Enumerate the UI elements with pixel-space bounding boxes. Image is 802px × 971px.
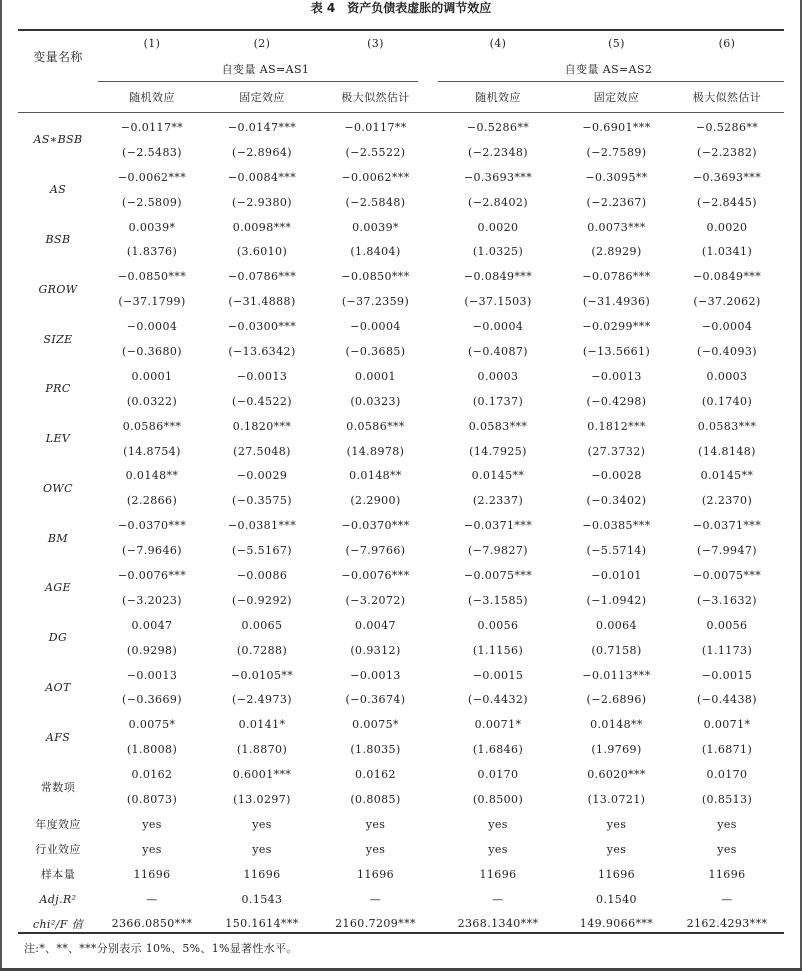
tstat-cell: (−13.5661) [582,344,651,358]
coef-row [18,613,784,638]
tstat-cell: (−37.2062) [693,295,761,309]
tstat-row [18,588,784,613]
summary-cell: 11696 [357,867,394,881]
tstat-cell: (1.1173) [701,643,753,657]
tstat-cell: (−37.2359) [341,295,410,309]
tstat-cell: (2.2337) [472,494,524,508]
group-label-as2: 自变量 AS=AS2 [564,62,653,76]
method-label: 随机效应 [475,90,521,104]
summary-cell: — [369,892,382,906]
tstat-cell: (0.8073) [126,792,178,806]
summary-cell: 150.1614*** [225,917,299,931]
summary-cell: — [492,892,504,906]
tstat-cell: (−31.4888) [228,295,296,309]
tstat-cell: (−3.1632) [697,593,757,607]
coef-cell: −0.0075*** [692,568,762,582]
coef-cell: 0.0075* [128,718,176,732]
variable-name: AFS [45,730,71,744]
coef-cell: 0.0047 [355,618,396,632]
coef-cell: −0.0849*** [692,270,762,284]
coef-cell: −0.0786*** [582,270,651,284]
tstat-cell: (−2.5809) [122,195,182,209]
coef-row [18,712,784,737]
tstat-row [18,389,784,414]
tstat-cell: (−5.5714) [586,544,647,558]
tstat-row [18,190,784,215]
tstat-cell: (−0.3575) [232,494,292,508]
coef-row [18,414,784,439]
tstat-cell: (−37.1503) [464,295,532,309]
tstat-cell: (3.6010) [236,245,288,259]
variable-name: PRC [45,382,71,396]
summary-cell: 11696 [243,867,281,881]
summary-cell: 0.1540 [596,892,637,906]
table-note: 注:*、**、***分别表示 10%、5%、1%显著性水平。 [24,942,298,955]
coef-cell: −0.0381*** [227,519,297,533]
coef-row [18,663,784,688]
summary-cell: — [146,892,158,906]
coef-cell: −0.0062*** [341,170,410,184]
corner-label: 变量名称 [33,49,83,64]
coef-cell: −0.0086 [236,568,288,582]
coef-cell: −0.0117** [120,120,184,134]
coef-cell: 0.0583*** [468,419,528,433]
coef-cell: −0.0015 [701,668,753,682]
summary-label: Adj.R² [39,892,77,906]
coef-cell: −0.3693*** [463,170,533,184]
tstat-cell: (−2.8964) [232,145,292,159]
coef-cell: −0.0004 [472,320,524,334]
coef-row [18,762,784,787]
tstat-cell: (−5.5167) [232,544,292,558]
coef-cell: −0.5286** [466,120,530,134]
coef-cell: −0.0147*** [227,120,297,134]
coef-row [18,563,784,588]
tstat-cell: (−2.2367) [586,195,647,209]
variable-name: GROW [38,282,78,296]
coef-cell: 0.0071* [474,718,522,732]
coef-cell: −0.0013 [591,369,642,383]
coef-cell: −0.0370*** [341,519,410,533]
tstat-cell: (0.8513) [701,792,753,806]
summary-cell: yes [606,817,627,831]
coef-cell: 0.0145** [700,469,754,483]
tstat-row [18,638,784,663]
coef-cell: 0.0001 [355,369,396,383]
coef-cell: 0.0003 [706,369,748,383]
tstat-cell: (2.8929) [591,245,642,259]
coef-row [18,215,784,240]
coef-cell: −0.0113*** [582,668,651,682]
tstat-cell: (−0.3402) [586,494,647,508]
variable-name: 常数项 [40,781,76,795]
coef-cell: −0.0004 [350,320,401,334]
coef-row [18,463,784,488]
col-number: (3) [367,37,384,50]
coef-cell: −0.0117** [344,120,407,134]
coef-cell: −0.3095** [585,170,648,184]
summary-cell: yes [365,842,386,856]
coef-cell: −0.0028 [591,469,642,483]
col-number: (1) [143,37,161,50]
tstat-cell: (−0.4087) [468,344,528,358]
coef-cell: −0.0076*** [341,568,410,582]
tstat-row [18,289,784,314]
tstat-cell: (−37.1799) [118,295,186,309]
method-label: 极大似然估计 [692,90,762,104]
summary-cell: 2160.7209*** [335,917,416,931]
coef-cell: −0.0850*** [117,270,187,284]
tstat-cell: (−2.5483) [122,145,182,159]
coef-row [18,364,784,389]
coef-cell: 0.0170 [706,768,748,782]
tstat-cell: (1.8376) [126,245,178,259]
variable-name: LEV [45,432,71,446]
summary-row [18,912,784,937]
variable-name: DG [48,631,68,645]
tstat-cell: (14.7925) [469,444,527,458]
coef-cell: 0.0583*** [697,419,757,433]
coef-cell: −0.0300*** [227,320,297,334]
coef-cell: 0.0148** [349,469,402,483]
tstat-cell: (−2.6896) [586,693,647,707]
tstat-cell: (−3.1585) [468,593,528,607]
tstat-row [18,140,784,165]
coef-row [18,314,784,339]
coef-cell: 0.0075* [352,718,399,732]
tstat-cell: (2.2370) [701,494,753,508]
coef-cell: 0.0162 [131,768,173,782]
tstat-cell: (0.1740) [701,394,753,408]
summary-cell: 0.1543 [241,892,283,906]
regression-table [18,31,784,936]
tstat-row [18,787,784,812]
tstat-cell: (14.8754) [123,444,181,458]
tstat-cell: (−2.8445) [697,195,757,209]
coef-cell: 0.0056 [706,618,748,632]
coef-cell: 0.0064 [596,618,637,632]
table-footer [18,812,784,936]
summary-cell: yes [717,842,737,856]
variable-name: AS∗BSB [33,133,83,147]
coef-cell: 0.0001 [131,369,173,383]
coef-cell: −0.0385*** [582,519,651,533]
tstat-cell: (1.6871) [701,743,753,757]
coef-cell: −0.0076*** [117,568,187,582]
coef-cell: −0.0850*** [341,270,410,284]
summary-label: 样本量 [40,868,76,882]
tstat-cell: (1.8870) [236,743,288,757]
coef-cell: 0.0003 [477,369,519,383]
tstat-row [18,687,784,712]
tstat-cell: (−7.9827) [468,544,528,558]
tstat-cell: (−0.3674) [345,693,406,707]
coef-cell: −0.0015 [472,668,524,682]
col-number: (5) [608,37,625,50]
tstat-cell: (0.1737) [472,394,524,408]
coef-cell: 0.0141* [238,718,286,732]
tstat-cell: (−7.9947) [697,544,757,558]
table-body [18,115,784,812]
tstat-cell: (27.5048) [233,444,291,458]
method-label: 固定效应 [239,90,285,104]
coef-cell: 0.0098*** [232,220,292,234]
method-label: 随机效应 [129,90,175,104]
summary-cell: yes [142,842,162,856]
summary-cell: 11696 [708,867,746,881]
summary-label: 行业效应 [35,843,81,857]
coef-cell: 0.0039* [352,220,399,234]
tstat-cell: (0.8500) [472,792,524,806]
tstat-cell: (1.6846) [472,743,524,757]
coef-cell: −0.6901*** [582,120,651,134]
coef-cell: 0.0148** [590,718,643,732]
summary-cell: yes [488,842,508,856]
tstat-cell: (−7.9646) [122,544,182,558]
variable-name: AOT [45,680,71,694]
summary-cell: yes [717,817,737,831]
tstat-cell: (1.8404) [350,245,401,259]
summary-cell: 2366.0850*** [111,917,193,931]
summary-cell: yes [252,817,272,831]
coef-cell: −0.5286** [695,120,759,134]
tstat-cell: (1.8035) [350,743,401,757]
tstat-cell: (−13.6342) [228,344,296,358]
tstat-cell: (0.9312) [350,643,401,657]
tstat-cell: (1.0341) [701,245,753,259]
coef-cell: 0.0586*** [346,419,405,433]
tstat-cell: (0.0323) [350,394,401,408]
tstat-cell: (−0.4522) [232,394,292,408]
variable-name: AS [49,183,67,197]
tstat-cell: (−0.3685) [345,344,406,358]
coef-cell: 0.0047 [131,618,173,632]
col-number: (2) [253,37,271,50]
summary-cell: yes [142,817,162,831]
tstat-cell: (0.8085) [350,792,401,806]
summary-row [18,887,784,912]
tstat-cell: (1.0325) [472,245,524,259]
summary-cell: 11696 [598,867,635,881]
tstat-cell: (0.0322) [126,394,178,408]
summary-cell: 2368.1340*** [457,917,539,931]
summary-row [18,812,784,837]
tstat-cell: (0.9298) [126,643,178,657]
coef-cell: 0.0056 [477,618,519,632]
coef-cell: −0.0084*** [227,170,297,184]
tstat-cell: (−2.2382) [697,145,757,159]
tstat-cell: (2.2900) [350,494,401,508]
tstat-cell: (13.0721) [587,792,646,806]
tstat-cell: (−2.8402) [468,195,528,209]
coef-cell: 0.0073*** [587,220,646,234]
summary-label: chi²/F 值 [32,917,84,931]
coef-cell: −0.0004 [701,320,753,334]
summary-cell: 11696 [133,867,171,881]
coef-cell: 0.0162 [355,768,396,782]
variable-name: AGE [45,581,71,595]
tstat-cell: (−3.2072) [345,593,406,607]
tstat-cell: (14.8148) [698,444,756,458]
coef-row [18,264,784,289]
coef-cell: −0.0004 [126,320,178,334]
summary-cell: — [721,892,733,906]
coef-cell: −0.0013 [126,668,178,682]
summary-cell: 11696 [479,867,517,881]
tstat-cell: (1.1156) [472,643,524,657]
coef-cell: 0.0020 [706,220,748,234]
group-label-as1: 自变量 AS=AS1 [221,62,310,76]
coef-cell: 0.1812*** [587,419,646,433]
tstat-cell: (−3.2023) [122,593,182,607]
tstat-cell: (−0.4438) [697,693,757,707]
tstat-cell: (1.9769) [591,743,642,757]
coef-cell: 0.0039* [128,220,176,234]
coef-cell: 0.0148** [125,469,179,483]
coef-cell: 0.0170 [477,768,519,782]
tstat-cell: (2.2866) [126,494,178,508]
coef-cell: 0.0020 [477,220,519,234]
variable-name: BM [47,531,69,545]
tstat-cell: (−31.4936) [582,295,651,309]
coef-cell: −0.0013 [350,668,401,682]
table-title: 表 4 资产负债表虚胀的调节效应 [310,1,492,15]
tstat-cell: (−2.9380) [232,195,292,209]
corner-spacer [18,81,98,112]
tstat-cell: (−2.5522) [345,145,406,159]
summary-cell: 2162.4293*** [686,917,768,931]
coef-cell: 0.0586*** [122,419,182,433]
tstat-row [18,339,784,364]
tstat-cell: (−1.0942) [586,593,647,607]
coef-cell: −0.0062*** [117,170,187,184]
coef-row [18,165,784,190]
coef-cell: −0.0849*** [463,270,533,284]
coef-cell: 0.1820*** [232,419,292,433]
summary-cell: 149.9066*** [579,917,654,931]
tstat-cell: (−0.4298) [586,394,647,408]
tstat-row [18,737,784,762]
summary-row [18,837,784,862]
method-label: 固定效应 [593,90,640,104]
tstat-cell: (−7.9766) [345,544,406,558]
coef-cell: −0.0101 [591,568,642,582]
page-edge-left [0,0,2,971]
summary-cell: yes [606,842,627,856]
coef-row [18,513,784,538]
coef-cell: −0.0371*** [692,519,762,533]
coef-cell: −0.0029 [236,469,288,483]
coef-cell: 0.6020*** [587,768,646,782]
tstat-cell: (−2.2348) [468,145,528,159]
tstat-cell: (−0.9292) [232,593,292,607]
tstat-row [18,239,784,264]
coef-cell: 0.0071* [703,718,751,732]
tstat-cell: (13.0297) [233,792,291,806]
coef-cell: −0.0786*** [227,270,297,284]
coef-row [18,115,784,140]
variable-name: BSB [45,232,71,246]
col-number: (4) [489,37,507,50]
tstat-cell: (−0.3669) [122,693,182,707]
summary-cell: yes [365,817,386,831]
tstat-cell: (−0.4093) [697,344,757,358]
coef-cell: −0.0105** [230,668,294,682]
coef-cell: 0.0065 [241,618,283,632]
summary-cell: yes [488,817,508,831]
coef-cell: 0.6001*** [232,768,292,782]
variable-name: OWC [43,481,73,495]
tstat-row [18,538,784,563]
tstat-cell: (−2.4973) [232,693,292,707]
col-number: (6) [718,37,736,50]
coef-cell: −0.0075*** [463,568,533,582]
coef-cell: −0.0371*** [463,519,533,533]
summary-row [18,862,784,887]
coef-cell: −0.0013 [236,369,288,383]
coef-cell: −0.3693*** [692,170,762,184]
tstat-cell: (0.7288) [236,643,288,657]
tstat-cell: (27.3732) [587,444,646,458]
tstat-cell: (−2.7589) [586,145,647,159]
summary-cell: yes [252,842,272,856]
tstat-row [18,439,784,464]
summary-label: 年度效应 [35,818,81,832]
tstat-row [18,488,784,513]
tstat-cell: (−0.3680) [122,344,182,358]
method-label: 极大似然估计 [341,90,410,104]
tstat-cell: (14.8978) [346,444,405,458]
tstat-cell: (1.8008) [126,743,178,757]
tstat-cell: (0.7158) [591,643,642,657]
coef-cell: 0.0145** [471,469,525,483]
coef-cell: −0.0370*** [117,519,187,533]
coef-cell: −0.0299*** [582,320,651,334]
tstat-cell: (−0.4432) [468,693,528,707]
tstat-cell: (−2.5848) [345,195,406,209]
variable-name: SIZE [43,332,73,346]
